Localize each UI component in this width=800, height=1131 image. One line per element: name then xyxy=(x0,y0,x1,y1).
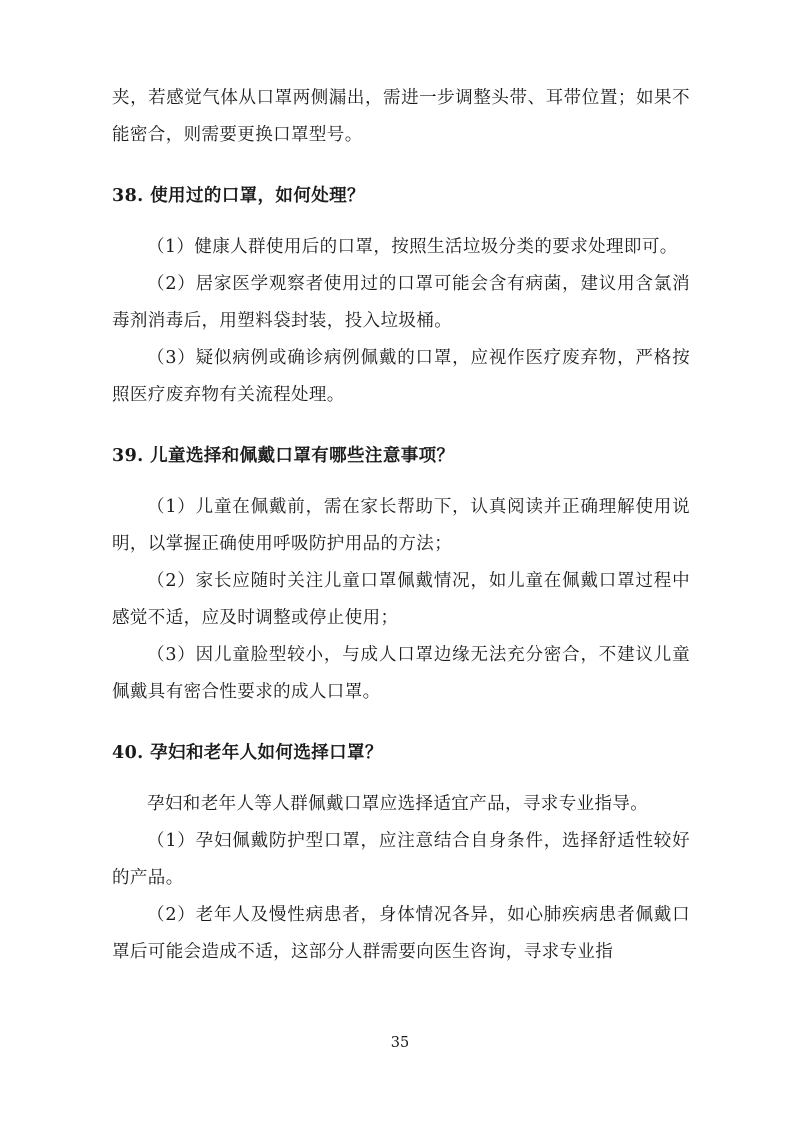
paragraph-38-1: （1）健康人群使用后的口罩，按照生活垃圾分类的要求处理即可。 xyxy=(147,237,678,257)
page-number: 35 xyxy=(390,1035,410,1051)
paragraph-40-intro: 孕妇和老年人等人群佩戴口罩应选择适宜产品，寻求专业指导。 xyxy=(147,794,649,814)
section-heading-38: 38. 使用过的口罩，如何处理？ xyxy=(112,186,365,206)
paragraph-38-3: （3）疑似病例或确诊病例佩戴的口罩，应视作医疗废弃物，严格按照医疗废弃物有关流程处理。 xyxy=(112,348,690,405)
paragraph-continued: 夹，若感觉气体从口罩两侧漏出，需进一步调整头带、耳带位置；如果不能密合，则需要更换口罩型号。 xyxy=(112,88,690,145)
paragraph-38-2: （2）居家医学观察者使用过的口罩可能会含有病菌，建议用含氯消毒剂消毒后，用塑料袋封装，投入垃圾桶。 xyxy=(112,274,690,331)
paragraph-39-1: （1）儿童在佩戴前，需在家长帮助下，认真阅读并正确理解使用说明，以掌握正确使用呼吸防护用品的方法； xyxy=(112,497,690,554)
section-heading-39: 39. 儿童选择和佩戴口罩有哪些注意事项？ xyxy=(112,446,455,466)
paragraph-40-2: （2）老年人及慢性病患者，身体情况各异，如心肺疾病患者佩戴口罩后可能会造成不适，这部分人群需要向医生咨询，寻求专业指 xyxy=(112,905,690,962)
paragraph-40-1: （1）孕妇佩戴防护型口罩，应注意结合自身条件，选择舒适性较好的产品。 xyxy=(112,831,690,888)
page-body xyxy=(112,80,690,971)
paragraph-39-3: （3）因儿童脸型较小，与成人口罩边缘无法充分密合，不建议儿童佩戴具有密合性要求的成人口罩。 xyxy=(112,645,690,702)
paragraph-39-2: （2）家长应随时关注儿童口罩佩戴情况，如儿童在佩戴口罩过程中感觉不适，应及时调整或停止使用； xyxy=(112,571,690,628)
section-heading-40: 40. 孕妇和老年人如何选择口罩？ xyxy=(112,743,383,763)
